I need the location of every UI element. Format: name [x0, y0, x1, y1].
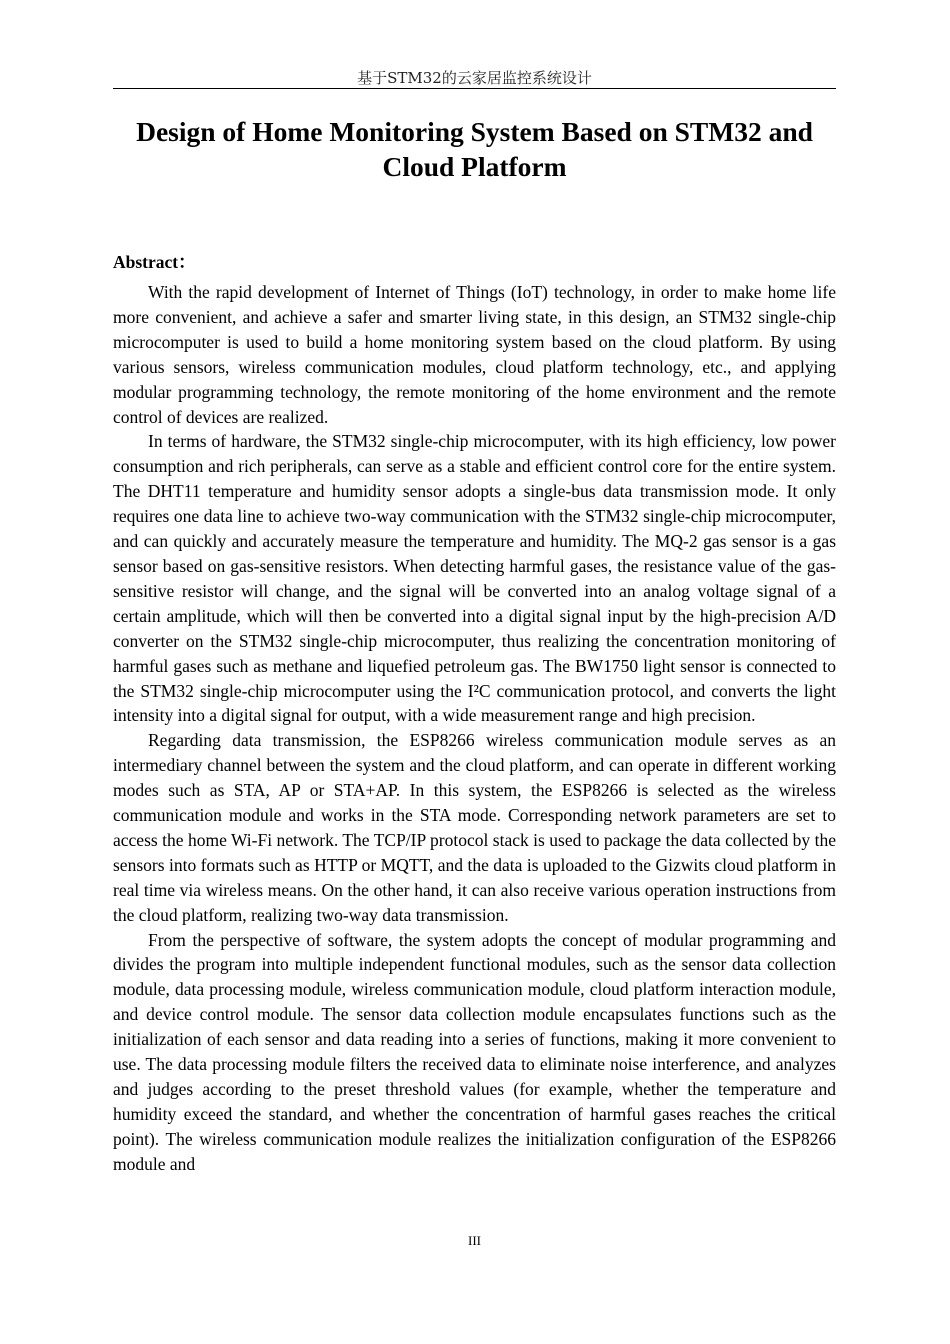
abstract-body	[113, 280, 836, 1177]
abstract-label: Abstract：	[113, 252, 196, 272]
abstract-paragraph-2: In terms of hardware, the STM32 single-chip microcomputer, with its high efficiency, low power consumption and rich peripherals, can serve as a stable and efficient control core for the entire system. The DHT11 temperature and humidity sensor adopts a single-bus data transmission mode. It only requires one data line to achieve two-way communication with the STM32 single-chip microcomputer, and can quickly and accurately measure the temperature and humidity. The MQ-2 gas sensor is a gas sensor based on gas-sensitive resistors. When detecting harmful gases, the resistance value of the gas-sensitive resistor will change, and the signal will be converted into an analog voltage signal of a certain amplitude, which will then be converted into a digital signal input by the high-precision A/D converter on the STM32 single-chip microcomputer, thus realizing the concentration monitoring of harmful gases such as methane and liquefied petroleum gas. The BW1750 light sensor is connected to the STM32 single-chip microcomputer using the I²C communication protocol, and converts the light intensity into a digital signal for output, with a wide measurement range and high precision.	[113, 431, 836, 726]
abstract-paragraph-1: With the rapid development of Internet of Things (IoT) technology, in order to make home life more convenient, and achieve a safer and smarter living state, in this design, an STM32 single-chip microcomputer is used to build a home monitoring system based on the cloud platform. By using various sensors, wireless communication modules, cloud platform technology, etc., and applying modular programming technology, the remote monitoring of the home environment and the remote control of devices are realized.	[113, 282, 836, 427]
abstract-paragraph-3: Regarding data transmission, the ESP8266 wireless communication module serves as an intermediary channel between the system and the cloud platform, and can operate in different working modes such as STA, AP or STA+AP. In this system, the ESP8266 is selected as the wireless communication module and works in the STA mode. Corresponding network parameters are set to access the home Wi-Fi network. The TCP/IP protocol stack is used to package the data collected by the sensors into formats such as HTTP or MQTT, and the data is uploaded to the Gizwits cloud platform in real time via wireless means. On the other hand, it can also receive various operation instructions from the cloud platform, realizing two-way data transmission.	[113, 730, 836, 925]
page-number: III	[468, 1233, 481, 1248]
document-title: Design of Home Monitoring System Based on STM32 and Cloud Platform	[136, 116, 813, 182]
abstract-paragraph-4: From the perspective of software, the system adopts the concept of modular programming and divides the program into multiple independent functional modules, such as the sensor data collection module, data processing module, wireless communication module, cloud platform interaction module, and device control module. The sensor data collection module encapsulates functions such as the initialization of each sensor and data reading into a series of functions, making it more convenient to use. The data processing module filters the received data to eliminate noise interference, and analyzes and judges according to the preset threshold values (for example, whether the temperature and humidity exceed the standard, and whether the concentration of harmful gases reaches the critical point). The wireless communication module realizes the initialization configuration of the ESP8266 module and	[113, 929, 836, 1174]
running-header: 基于STM32的云家居监控系统设计	[357, 69, 592, 87]
header-rule	[113, 88, 836, 89]
